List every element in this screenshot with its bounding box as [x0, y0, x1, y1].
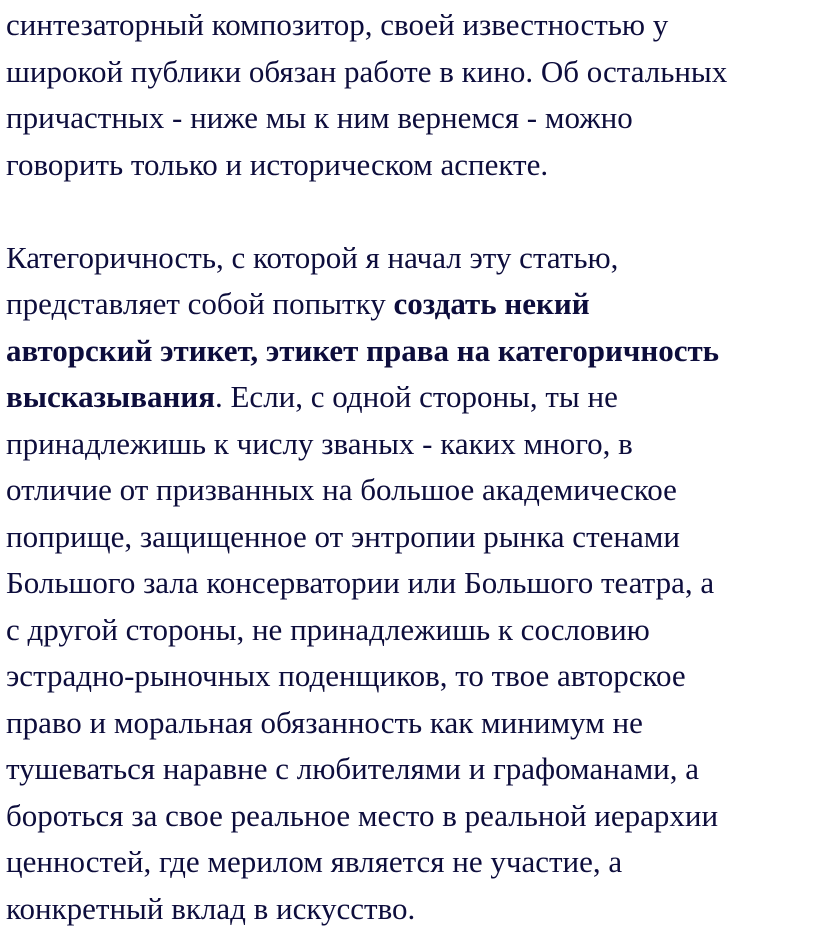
paragraph-2	[6, 235, 816, 933]
bold-text: высказывания	[6, 379, 215, 414]
text-line: Категоричность, с которой я начал эту статью,	[6, 239, 619, 275]
text-line	[6, 281, 816, 328]
bold-text: авторский этикет, этикет права на категоричность	[6, 332, 720, 368]
text-line: право и моральная обязанность как минимум не	[6, 704, 643, 740]
text-line: широкой публики обязан работе в кино. Об остальных	[6, 53, 728, 89]
text-line: отличие от призванных на большое академическое	[6, 472, 677, 507]
text-line: ценностей, где мерилом является не участие, а	[6, 844, 623, 879]
plain-text: . Если, с одной стороны, ты не	[215, 379, 618, 414]
text-line: тушеваться наравне с любителями и графоманами, а	[6, 751, 700, 786]
text-line	[6, 374, 816, 421]
paragraph-spacer	[6, 188, 816, 235]
text-line: синтезаторный композитор, своей известностью у	[6, 7, 669, 42]
text-line: Большого зала консерватории или Большого театра, а	[6, 565, 715, 600]
text-line: эстрадно-рыночных поденщиков, то твое авторское	[6, 658, 686, 693]
text-line: поприще, защищенное от энтропии рынка стенами	[6, 518, 680, 554]
text-line: принадлежишь к числу званых - каких много, в	[6, 425, 633, 461]
text-line: с другой стороны, не принадлежишь к сословию	[6, 611, 650, 647]
text-line: причастных - ниже мы к ним вернемся - можно	[6, 100, 633, 135]
text-line: бороться за свое реальное место в реальной иерархии	[6, 797, 719, 833]
text-line: говорить только и историческом аспекте.	[6, 146, 549, 182]
bold-text: создать некий	[393, 286, 590, 321]
plain-text: представляет собой попытку	[6, 286, 394, 321]
paragraph-1	[6, 2, 816, 188]
text-line	[6, 328, 816, 375]
text-line: конкретный вклад в искусство.	[6, 890, 416, 926]
